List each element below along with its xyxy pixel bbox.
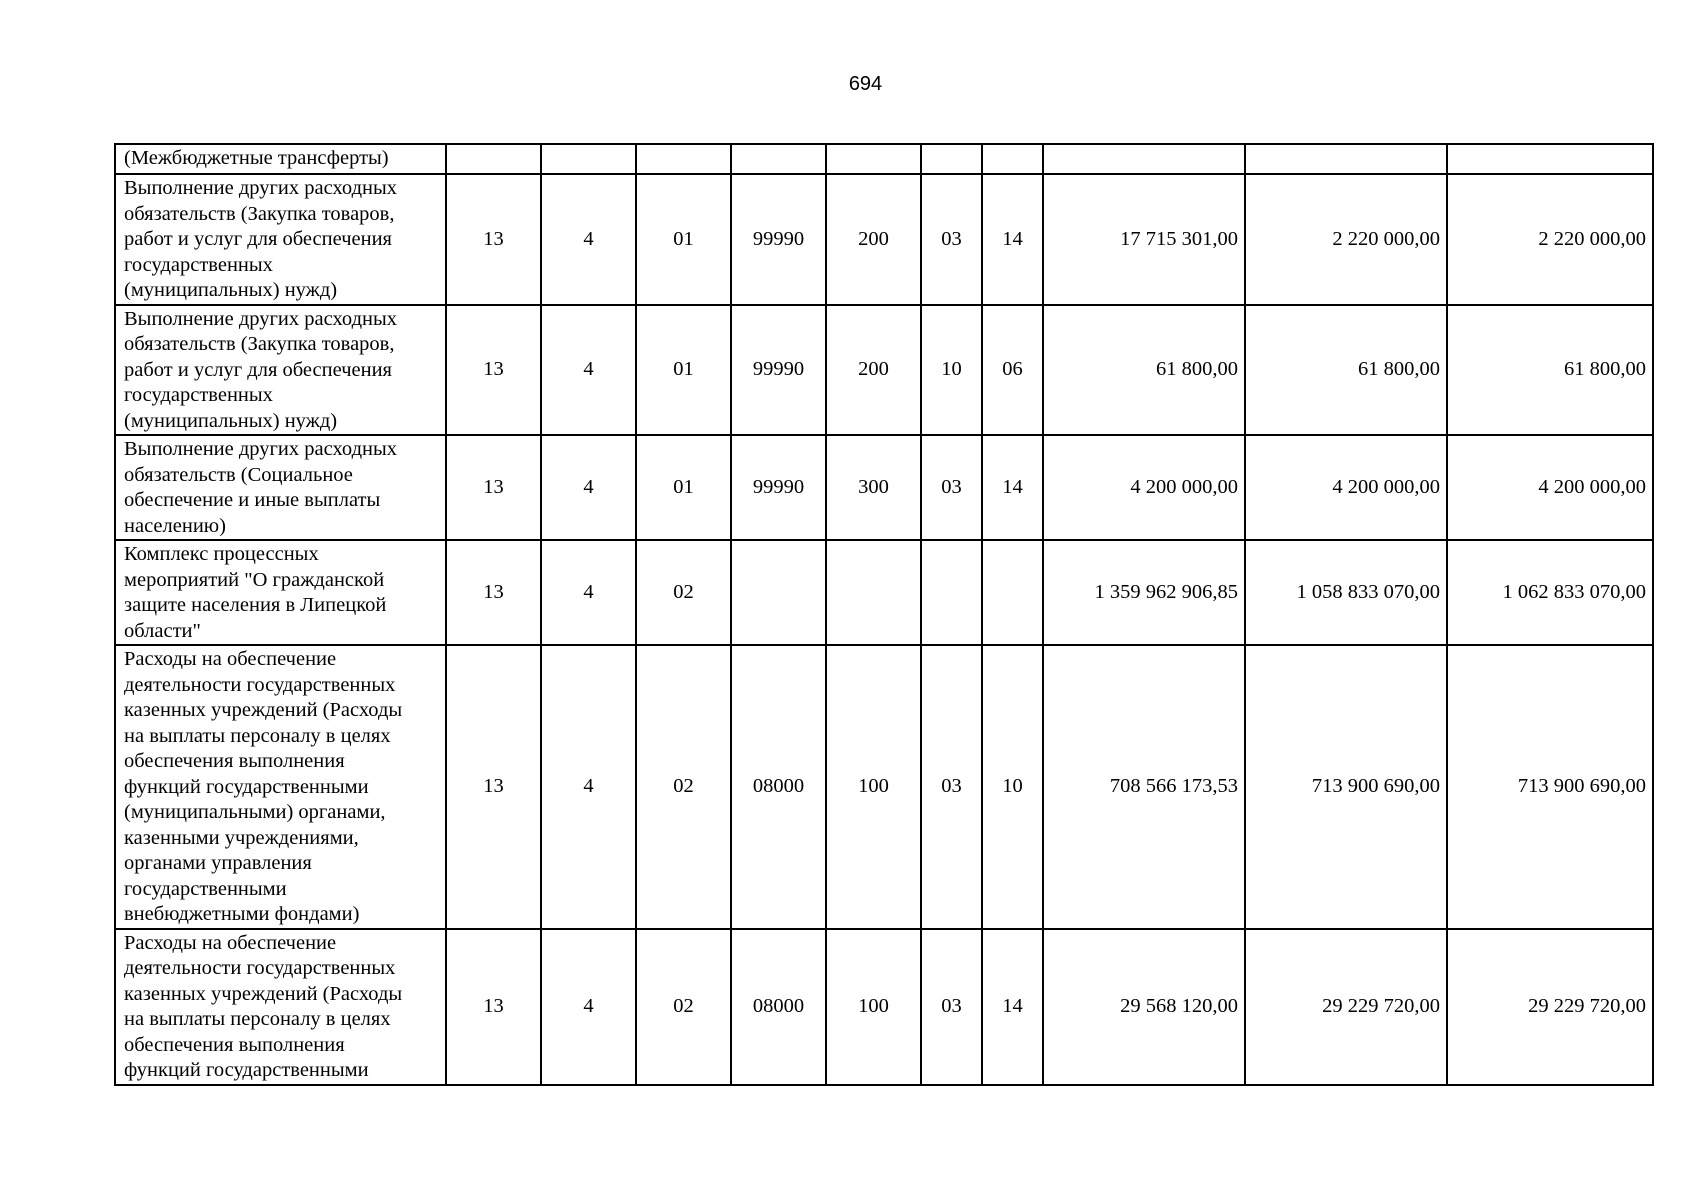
row-description: Выполнение других расходных обязательств (Закупка товаров, работ и услуг для обеспечения государственных (муниципальных) нужд) [115, 174, 446, 305]
row-description: Комплекс процессных мероприятий "О гражданской защите населения в Липецкой области" [115, 540, 446, 645]
amount-cell: 4 200 000,00 [1043, 435, 1245, 540]
code-cell: 08000 [731, 645, 826, 929]
code-cell: 03 [921, 645, 982, 929]
code-cell: 100 [826, 645, 921, 929]
code-cell: 300 [826, 435, 921, 540]
code-cell: 08000 [731, 929, 826, 1085]
amount-cell: 61 800,00 [1447, 305, 1653, 436]
code-cell [446, 144, 541, 174]
code-cell [982, 540, 1043, 645]
code-cell: 13 [446, 540, 541, 645]
code-cell: 14 [982, 435, 1043, 540]
amount-cell: 61 800,00 [1245, 305, 1447, 436]
amount-cell: 1 058 833 070,00 [1245, 540, 1447, 645]
amount-cell: 713 900 690,00 [1245, 645, 1447, 929]
amount-cell: 4 200 000,00 [1447, 435, 1653, 540]
code-cell: 4 [541, 540, 636, 645]
code-cell: 14 [982, 174, 1043, 305]
code-cell: 14 [982, 929, 1043, 1085]
code-cell: 02 [636, 929, 731, 1085]
code-cell [731, 540, 826, 645]
table-row [115, 174, 1653, 305]
code-cell: 10 [982, 645, 1043, 929]
table-row [115, 305, 1653, 436]
amount-cell: 2 220 000,00 [1245, 174, 1447, 305]
code-cell: 03 [921, 929, 982, 1085]
code-cell: 06 [982, 305, 1043, 436]
code-cell: 4 [541, 435, 636, 540]
amount-cell: 4 200 000,00 [1245, 435, 1447, 540]
code-cell [982, 144, 1043, 174]
code-cell: 4 [541, 929, 636, 1085]
table-row [115, 929, 1653, 1085]
code-cell: 13 [446, 305, 541, 436]
row-description: Выполнение других расходных обязательств (Социальное обеспечение и иные выплаты населению) [115, 435, 446, 540]
amount-cell: 1 062 833 070,00 [1447, 540, 1653, 645]
row-description: Расходы на обеспечение деятельности государственных казенных учреждений (Расходы на выплаты персоналу в целях обеспечения выполнения функций государственными [115, 929, 446, 1085]
row-description: Расходы на обеспечение деятельности государственных казенных учреждений (Расходы на выплаты персоналу в целях обеспечения выполнения функций государственными (муниципальными) органами, казенными учреждениями, органами управления государственными внебюджетными фондами) [115, 645, 446, 929]
code-cell: 03 [921, 174, 982, 305]
code-cell: 02 [636, 540, 731, 645]
amount-cell: 29 229 720,00 [1447, 929, 1653, 1085]
code-cell [636, 144, 731, 174]
code-cell: 4 [541, 174, 636, 305]
table-row [115, 144, 1653, 174]
amount-cell [1245, 144, 1447, 174]
table-row [115, 540, 1653, 645]
amount-cell: 2 220 000,00 [1447, 174, 1653, 305]
code-cell: 02 [636, 645, 731, 929]
code-cell: 03 [921, 435, 982, 540]
code-cell: 99990 [731, 174, 826, 305]
budget-table [114, 143, 1654, 1086]
code-cell: 200 [826, 305, 921, 436]
code-cell [826, 144, 921, 174]
amount-cell [1447, 144, 1653, 174]
code-cell [921, 540, 982, 645]
code-cell: 4 [541, 305, 636, 436]
amount-cell [1043, 144, 1245, 174]
amount-cell: 29 568 120,00 [1043, 929, 1245, 1085]
row-description: Выполнение других расходных обязательств (Закупка товаров, работ и услуг для обеспечения государственных (муниципальных) нужд) [115, 305, 446, 436]
code-cell: 100 [826, 929, 921, 1085]
amount-cell: 61 800,00 [1043, 305, 1245, 436]
code-cell [826, 540, 921, 645]
code-cell: 99990 [731, 435, 826, 540]
table-row [115, 435, 1653, 540]
code-cell [541, 144, 636, 174]
code-cell: 13 [446, 174, 541, 305]
amount-cell: 17 715 301,00 [1043, 174, 1245, 305]
page-number: 694 [848, 73, 883, 95]
amount-cell: 708 566 173,53 [1043, 645, 1245, 929]
amount-cell: 1 359 962 906,85 [1043, 540, 1245, 645]
amount-cell: 29 229 720,00 [1245, 929, 1447, 1085]
code-cell: 13 [446, 645, 541, 929]
code-cell: 01 [636, 174, 731, 305]
amount-cell: 713 900 690,00 [1447, 645, 1653, 929]
code-cell: 01 [636, 435, 731, 540]
row-description: (Межбюджетные трансферты) [115, 144, 446, 174]
code-cell: 13 [446, 435, 541, 540]
code-cell [921, 144, 982, 174]
code-cell: 13 [446, 929, 541, 1085]
code-cell: 01 [636, 305, 731, 436]
code-cell: 200 [826, 174, 921, 305]
code-cell: 4 [541, 645, 636, 929]
code-cell: 99990 [731, 305, 826, 436]
table-row [115, 645, 1653, 929]
code-cell: 10 [921, 305, 982, 436]
code-cell [731, 144, 826, 174]
